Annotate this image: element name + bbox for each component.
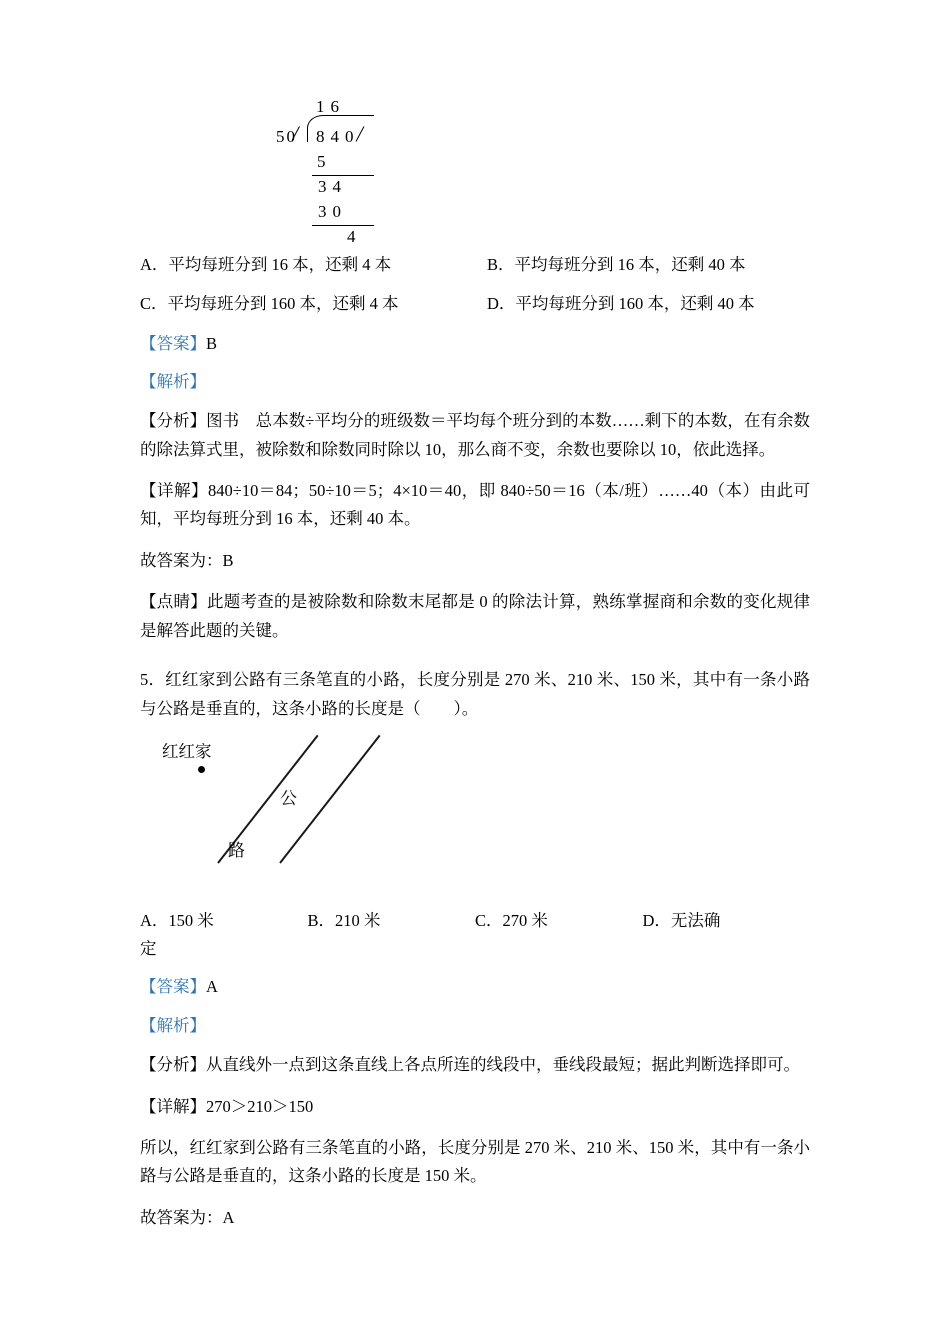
problem4-answer — [140, 331, 810, 357]
answer-label: 【答案】 — [140, 333, 206, 353]
problem4-option-c: C．平均每班分到 160 本，还剩 4 本 — [140, 293, 399, 313]
division-final-remainder: 4 — [347, 227, 359, 246]
problem5-option-a: A．150 米 — [140, 910, 214, 930]
problem4-option-d: D．平均每班分到 160 本，还剩 40 本 — [487, 293, 755, 313]
answer-value: B — [206, 333, 218, 353]
long-division-figure — [140, 95, 810, 245]
problem5-block — [140, 665, 810, 1232]
division-partial-remainder-1: 34 — [318, 177, 347, 196]
problem5-conclusion: 故答案为：A — [140, 1207, 235, 1227]
problem5-fenxi: 【分析】从直线外一点到这条直线上各点所连的线段中，垂线段最短；据此判断选择即可。 — [140, 1055, 800, 1075]
problem5-option-d: D．无法确 — [642, 910, 721, 930]
division-rule-2 — [312, 225, 374, 226]
page-content — [140, 95, 810, 1245]
jiexi-label: 【解析】 — [140, 371, 206, 391]
problem5-answer — [140, 974, 810, 1000]
problem4-option-a: A．平均每班分到 16 本，还剩 4 本 — [140, 255, 392, 274]
problem5-option-d-continuation: 定 — [140, 939, 157, 959]
problem4-options-row-2 — [140, 292, 810, 317]
problem4-jiexi-label — [140, 369, 810, 395]
problem5-number: 5． — [140, 669, 166, 689]
problem5-option-c: C．270 米 — [475, 910, 548, 930]
division-quotient: 16 — [316, 97, 345, 116]
problem5-option-b: B．210 米 — [307, 910, 381, 930]
problem5-options-row — [140, 908, 810, 934]
problem4-options-row-1 — [140, 253, 810, 278]
problem5-xiangjie: 【详解】270＞210＞150 — [140, 1096, 314, 1116]
division-subtrahend-2: 30 — [318, 202, 347, 221]
division-dividend: 840 — [316, 127, 360, 146]
problem5-jiexi-label — [140, 1013, 810, 1039]
division-rule-1 — [312, 175, 374, 176]
road-diagram — [140, 732, 810, 902]
road-label-bottom: 路 — [228, 840, 245, 860]
problem5-explain2: 所以，红红家到公路有三条笔直的小路，长度分别是 270 米、210 米、150 米，其中有一条小路与公路是垂直的，这条小路的长度是 150 米。 — [140, 1137, 810, 1186]
problem4-conclusion: 故答案为：B — [140, 550, 234, 570]
problem4-xiangjie: 【详解】840÷10＝84；50÷10＝5；4×10＝40，即 840÷50＝16（本/班）……40（本）由此可知，平均每班分到 16 本，还剩 40 本。 — [140, 481, 810, 529]
jiexi-label: 【解析】 — [140, 1015, 206, 1035]
problem4-fenxi: 【分析】图书 总本数÷平均分的班级数＝平均每个班分到的本数……剩下的本数，在有余数的除法算式里，被除数和除数同时除以 10，那么商不变，余数也要除以 10，依此选择。 — [140, 411, 810, 459]
home-label: 红红家 — [162, 741, 212, 761]
answer-value: A — [206, 977, 218, 997]
division-divisor: 50 — [276, 127, 297, 146]
problem4-dianjing: 【点睛】此题考查的是被除数和除数末尾都是 0 的除法计算，熟练掌握商和余数的变化规律是解答此题的关键。 — [140, 592, 810, 640]
home-point-icon — [198, 766, 205, 773]
problem5-stem-text: 红红家到公路有三条笔直的小路，长度分别是 270 米、210 米、150 米，其中有一条小路与公路是垂直的，这条小路的长度是（ ）。 — [140, 669, 811, 719]
road-label-top: 公 — [280, 788, 297, 808]
problem5-stem — [140, 665, 810, 724]
answer-label: 【答案】 — [140, 977, 206, 997]
problem4-option-b: B．平均每班分到 16 本，还剩 40 本 — [487, 255, 746, 274]
division-subtrahend-1: 5 — [317, 152, 329, 171]
